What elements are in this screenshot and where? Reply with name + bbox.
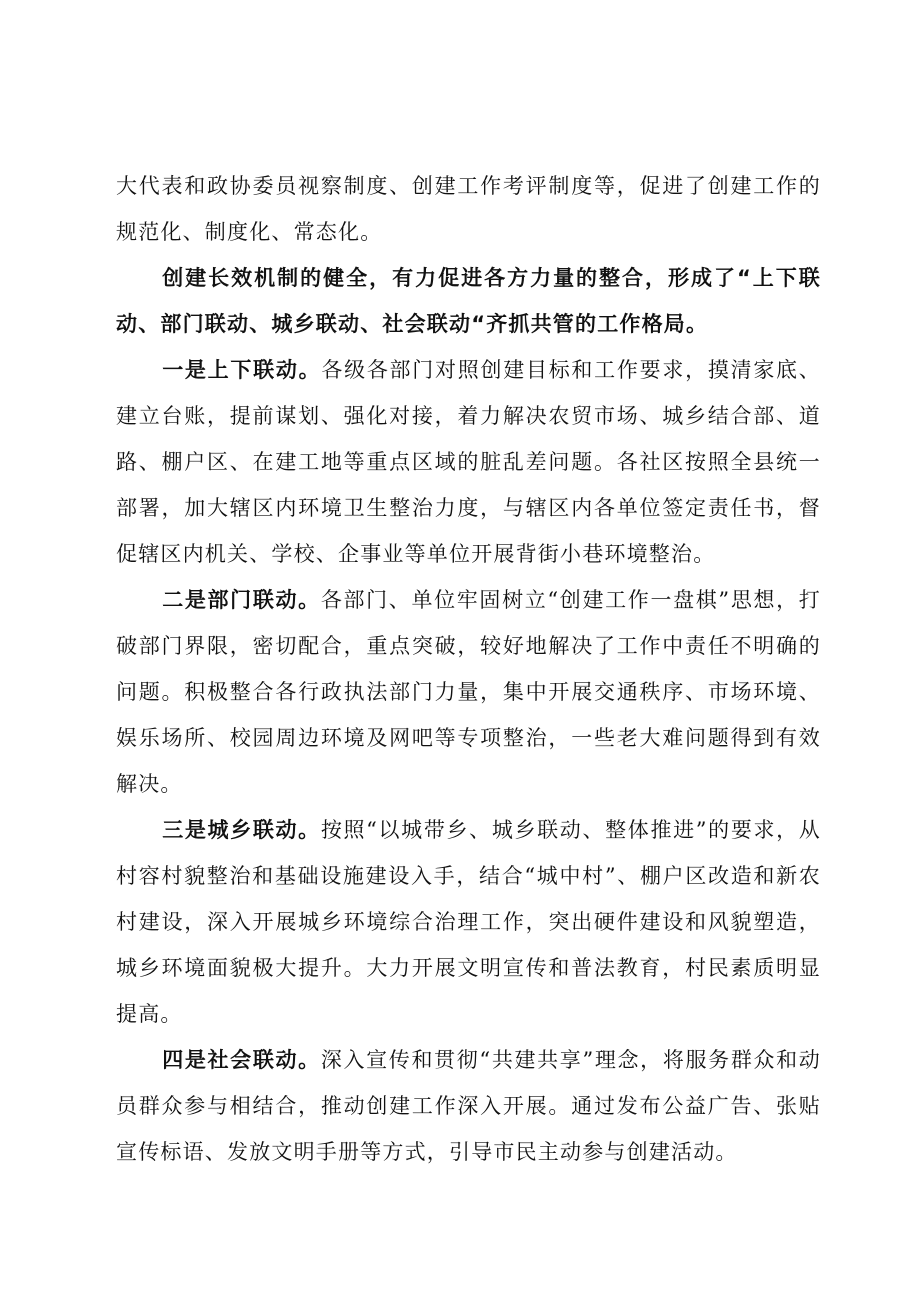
paragraph-lead: 一是上下联动。	[162, 358, 322, 382]
paragraph-point-3	[116, 807, 821, 1037]
paragraph-point-1	[116, 347, 821, 577]
paragraph-text: 深入宣传和贯彻“共建共享”理念，将服务群众和动员群众参与相结合，推动创建工作深入开展。通过发布公益广告、张贴宣传标语、发放文明手册等方式，引导市民主动参与创建活动。	[116, 1048, 821, 1164]
paragraph-point-4	[116, 1037, 821, 1175]
paragraph-lead: 创建长效机制的健全，有力促进各方力量的整合，形成了“上下联动、部门联动、城乡联动、社会联动“齐抓共管的工作格局。	[116, 266, 821, 336]
paragraph-point-2	[116, 577, 821, 807]
paragraph-text: 大代表和政协委员视察制度、创建工作考评制度等，促进了创建工作的规范化、制度化、常态化。	[116, 174, 821, 244]
document-body	[116, 163, 821, 1175]
paragraph-continued	[116, 163, 821, 255]
paragraph-text: 各级各部门对照创建目标和工作要求，摸清家底、建立台账，提前谋划、强化对接，着力解决农贸市场、城乡结合部、道路、棚户区、在建工地等重点区域的脏乱差问题。各社区按照全县统一部署，加大辖区内环境卫生整治力度，与辖区内各单位签定责任书，督促辖区内机关、学校、企事业等单位开展背街小巷环境整治。	[116, 358, 821, 566]
paragraph-lead: 三是城乡联动。	[162, 818, 321, 842]
paragraph-text: 按照“以城带乡、城乡联动、整体推进”的要求，从村容村貌整治和基础设施建设入手，结合“城中村”、棚户区改造和新农村建设，深入开展城乡环境综合治理工作，突出硬件建设和风貌塑造，城乡环境面貌极大提升。大力开展文明宣传和普法教育，村民素质明显提高。	[116, 818, 821, 1026]
paragraph-lead: 四是社会联动。	[162, 1048, 321, 1072]
paragraph-summary	[116, 255, 821, 347]
paragraph-lead: 二是部门联动。	[162, 588, 321, 612]
paragraph-text: 各部门、单位牢固树立“创建工作一盘棋”思想，打破部门界限，密切配合，重点突破，较好地解决了工作中责任不明确的问题。积极整合各行政执法部门力量，集中开展交通秩序、市场环境、娱乐场所、校园周边环境及网吧等专项整治，一些老大难问题得到有效解决。	[116, 588, 821, 796]
